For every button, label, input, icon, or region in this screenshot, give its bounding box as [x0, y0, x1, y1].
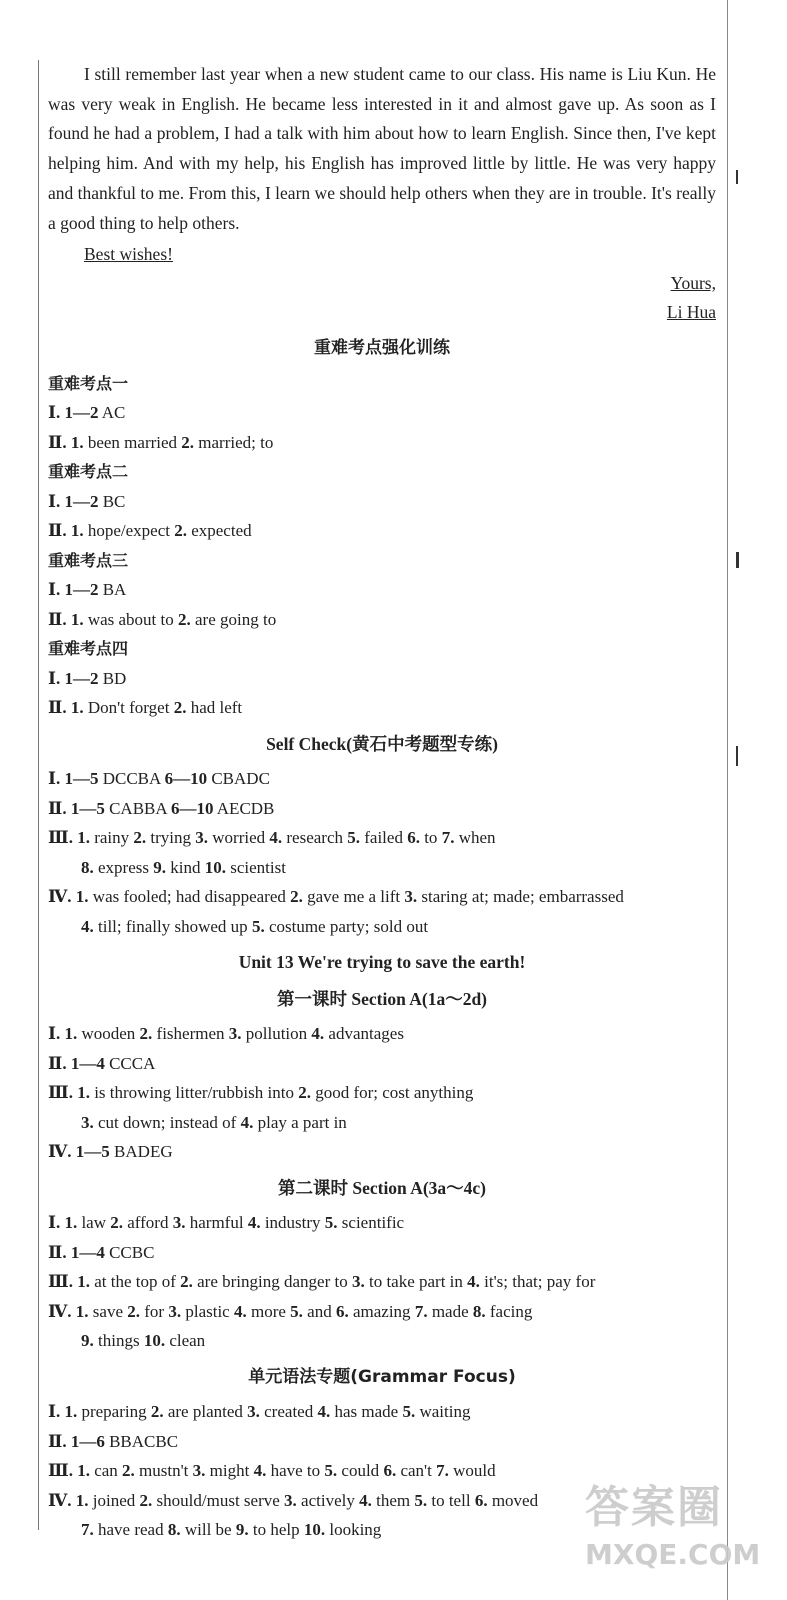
answer-line: Ⅳ. 1. save 2. for 3. plastic 4. more 5. and 6. amazing 7. made 8. facing: [48, 1301, 533, 1321]
answer-line: Ⅳ. 1. joined 2. should/must serve 3. actively 4. them 5. to tell 6. moved: [48, 1490, 539, 1510]
item-number: 2.: [133, 828, 147, 848]
item-answer: scientist: [225, 857, 286, 877]
item-number: 4.: [240, 1112, 254, 1132]
answer-line: Ⅰ. 1—2 BA: [48, 580, 127, 600]
watermark-url: MXQE.COM: [585, 1538, 761, 1571]
item-number: 6.: [335, 1301, 349, 1321]
section-title: 重难考点强化训练: [314, 338, 450, 359]
answer-line: [48, 1108, 716, 1138]
item-answer: could: [337, 1461, 384, 1481]
item-number: 1.: [77, 828, 90, 848]
item-number: 7.: [436, 1461, 449, 1481]
point-title: 重难考点二: [48, 462, 129, 482]
item-number: 3.: [195, 828, 208, 848]
item-number: 4.: [81, 916, 94, 936]
item-answer: waiting: [415, 1402, 471, 1422]
letter-sign-off: [48, 269, 716, 298]
item-number: 1.: [75, 1301, 89, 1321]
item-answer: good for; cost anything: [310, 1083, 474, 1103]
item-answer: clean: [165, 1331, 206, 1351]
item-answer: cut down; instead of: [93, 1112, 241, 1132]
item-number: 5.: [324, 1461, 338, 1481]
grammar-title: 单元语法专题(Grammar Focus): [248, 1366, 516, 1387]
item-answer: till; finally showed up: [93, 916, 252, 936]
item-number: 8.: [167, 1520, 181, 1540]
item-number: 9.: [235, 1520, 249, 1540]
answer-line: Ⅱ. 1. been married 2. married; to: [48, 432, 274, 452]
letter-paragraph: I still remember last year when a new student came to our class. His name is Liu Kun. He was very weak in English. He became less interested in it and almost gave up. As soon as I found he had a problem, I had a talk with him about how to learn English. Since then, I've kept helping him. And with my help, his English has improved little by little. He was very happy and thankful to me. From this, I learn we should help others when they are in trouble. It's really a good thing to help others.: [48, 64, 716, 233]
item-answer: can: [89, 1461, 123, 1481]
item-number: 1.: [77, 1461, 90, 1481]
item-answer: was fooled; had disappeared: [88, 887, 291, 907]
unit-title: Unit 13 We're trying to save the earth!: [238, 952, 526, 973]
item-answer: rainy: [89, 828, 134, 848]
item-number: 6.: [383, 1461, 397, 1481]
item-answer: gave me a lift: [302, 887, 405, 907]
answer-line: Ⅰ. 1. preparing 2. are planted 3. created 4. has made 5. waiting: [48, 1402, 471, 1422]
item-answer: for: [140, 1301, 169, 1321]
item-answer: is throwing litter/rubbish into: [89, 1083, 299, 1103]
answer-line: Ⅳ. 1. was fooled; had disappeared 2. gave me a lift 3. staring at; made; embarrassed: [48, 887, 624, 907]
answer-line: Ⅱ. 1—4 CCCA: [48, 1053, 156, 1073]
letter-signature: [48, 298, 716, 327]
item-number: 10.: [303, 1520, 326, 1540]
watermark-logo: 答案圈: [585, 1482, 723, 1533]
item-number: 4.: [467, 1272, 480, 1292]
item-number: 2.: [110, 1213, 123, 1233]
point-title: 重难考点一: [48, 373, 129, 393]
answer-line: Ⅱ. 1—6 BBACBC: [48, 1431, 179, 1451]
watermark: [585, 1478, 775, 1588]
item-number: 3.: [284, 1490, 297, 1510]
item-number: 6.: [407, 828, 420, 848]
item-answer: looking: [325, 1520, 382, 1540]
item-answer: to help: [248, 1520, 304, 1540]
item-answer: created: [259, 1402, 318, 1422]
item-answer: amazing: [348, 1301, 415, 1321]
answer-line: Ⅱ. 1—4 CCBC: [48, 1242, 155, 1262]
item-answer: afford: [123, 1213, 173, 1233]
point-title: 重难考点四: [48, 639, 129, 659]
item-number: 5.: [347, 828, 360, 848]
item-answer: might: [205, 1461, 254, 1481]
item-answer: are planted: [163, 1402, 248, 1422]
item-number: 2.: [127, 1301, 141, 1321]
item-number: 3.: [247, 1402, 260, 1422]
item-number: 8.: [472, 1301, 486, 1321]
answer-line: Ⅲ. 1. can 2. mustn't 3. might 4. have to 5. could 6. can't 7. would: [48, 1461, 496, 1481]
item-answer: are bringing danger to: [192, 1272, 352, 1292]
answer-line: Ⅱ. 1. hope/expect 2. expected: [48, 521, 252, 541]
answer-page: [48, 60, 716, 1545]
item-number: 4.: [311, 1024, 325, 1044]
item-answer: has made: [330, 1402, 403, 1422]
sign-off-text: Yours,: [670, 273, 716, 294]
item-number: 1.: [77, 1083, 90, 1103]
lesson-title: 第一课时 Section A(1a～2d): [277, 988, 487, 1009]
answer-line: Ⅰ. 1—2 AC: [48, 403, 126, 423]
answer-line: [48, 912, 716, 942]
item-answer: can't: [396, 1461, 437, 1481]
item-answer: moved: [487, 1490, 539, 1510]
item-number: 3.: [404, 887, 418, 907]
answer-line: Ⅱ. 1. Don't forget 2. had left: [48, 698, 243, 718]
item-answer: preparing: [77, 1402, 151, 1422]
item-number: 3.: [192, 1461, 206, 1481]
item-answer: and: [302, 1301, 336, 1321]
item-number: 3.: [172, 1213, 186, 1233]
answer-line: [48, 1326, 716, 1356]
item-number: 3.: [81, 1112, 94, 1132]
scan-mark: [736, 746, 738, 766]
item-number: 7.: [81, 1520, 94, 1540]
answer-line: Ⅰ. 1—2 BC: [48, 491, 126, 511]
item-number: 5.: [324, 1213, 338, 1233]
item-answer: have read: [93, 1520, 168, 1540]
item-answer: worried: [208, 828, 270, 848]
item-number: 7.: [414, 1301, 428, 1321]
item-answer: wooden: [77, 1024, 140, 1044]
item-answer: at the top of: [89, 1272, 181, 1292]
item-number: 1.: [64, 1213, 78, 1233]
item-number: 4.: [317, 1402, 331, 1422]
item-answer: things: [93, 1331, 144, 1351]
scan-mark: [736, 552, 739, 568]
item-answer: save: [88, 1301, 128, 1321]
answer-line: [48, 853, 716, 883]
answer-line: Ⅳ. 1—5 BADEG: [48, 1142, 173, 1162]
item-number: 5.: [402, 1402, 416, 1422]
item-number: 4.: [233, 1301, 247, 1321]
answer-line: Ⅰ. 1—2 BD: [48, 668, 127, 688]
item-number: 4.: [253, 1461, 267, 1481]
lesson-title: 第二课时 Section A(3a～4c): [277, 1177, 487, 1198]
item-number: 2.: [139, 1024, 153, 1044]
item-answer: actively: [296, 1490, 360, 1510]
item-number: 1.: [64, 1402, 78, 1422]
item-number: 6.: [474, 1490, 488, 1510]
item-answer: plastic: [181, 1301, 234, 1321]
item-number: 5.: [251, 916, 265, 936]
item-number: 5.: [414, 1490, 428, 1510]
signature-text: Li Hua: [666, 302, 716, 323]
item-answer: them: [371, 1490, 415, 1510]
item-answer: will be: [180, 1520, 236, 1540]
item-answer: staring at; made; embarrassed: [417, 887, 624, 907]
item-answer: harmful: [185, 1213, 248, 1233]
item-answer: advantages: [324, 1024, 404, 1044]
item-answer: to take part in: [364, 1272, 468, 1292]
item-answer: failed: [360, 828, 408, 848]
item-answer: pollution: [241, 1024, 312, 1044]
item-answer: mustn't: [134, 1461, 193, 1481]
item-number: 4.: [247, 1213, 261, 1233]
item-answer: scientific: [337, 1213, 405, 1233]
item-answer: industry: [260, 1213, 325, 1233]
item-answer: facing: [485, 1301, 533, 1321]
answer-line: Ⅰ. 1. law 2. afford 3. harmful 4. industry 5. scientific: [48, 1213, 405, 1233]
item-answer: it's; that; pay for: [479, 1272, 596, 1292]
item-number: 2.: [122, 1461, 135, 1481]
item-number: 2.: [298, 1083, 311, 1103]
item-answer: to tell: [427, 1490, 475, 1510]
scan-mark: [736, 170, 738, 184]
item-answer: play a part in: [253, 1112, 347, 1132]
item-number: 4.: [359, 1490, 372, 1510]
answer-line: Ⅲ. 1. rainy 2. trying 3. worried 4. research 5. failed 6. to 7. when: [48, 828, 496, 848]
item-answer: joined: [88, 1490, 140, 1510]
item-number: 5.: [290, 1301, 303, 1321]
left-margin-rule: [38, 60, 39, 1530]
self-check-title: Self Check(黄石中考题型专练): [266, 733, 498, 754]
item-number: 1.: [75, 887, 89, 907]
item-number: 10.: [143, 1331, 166, 1351]
item-number: 1.: [75, 1490, 89, 1510]
letter-body: [48, 60, 716, 238]
item-answer: trying: [146, 828, 196, 848]
point-title: 重难考点三: [48, 550, 129, 570]
answer-line: Ⅱ. 1—5 CABBA 6—10 AECDB: [48, 798, 275, 818]
item-answer: kind: [165, 857, 205, 877]
item-answer: costume party; sold out: [264, 916, 429, 936]
item-answer: research: [282, 828, 348, 848]
item-answer: made: [427, 1301, 473, 1321]
answer-line: Ⅲ. 1. at the top of 2. are bringing danger to 3. to take part in 4. it's; that; pay for: [48, 1272, 596, 1292]
item-number: 2.: [150, 1402, 164, 1422]
item-number: 2.: [180, 1272, 193, 1292]
answer-line: Ⅲ. 1. is throwing litter/rubbish into 2. good for; cost anything: [48, 1083, 474, 1103]
item-number: 9.: [81, 1331, 94, 1351]
item-number: 1.: [77, 1272, 90, 1292]
item-number: 3.: [351, 1272, 365, 1292]
answer-line: Ⅰ. 1—5 DCCBA 6—10 CBADC: [48, 769, 270, 789]
item-answer: when: [454, 828, 496, 848]
item-answer: express: [93, 857, 154, 877]
item-number: 2.: [290, 887, 303, 907]
item-answer: law: [77, 1213, 111, 1233]
item-number: 4.: [269, 828, 283, 848]
item-answer: fishermen: [152, 1024, 229, 1044]
item-answer: more: [246, 1301, 291, 1321]
item-answer: would: [448, 1461, 496, 1481]
item-number: 2.: [139, 1490, 153, 1510]
item-number: 10.: [204, 857, 226, 877]
item-answer: have to: [266, 1461, 325, 1481]
item-number: 9.: [153, 857, 166, 877]
letter-closing: Best wishes!: [84, 244, 173, 265]
right-margin-rule: [727, 0, 728, 1600]
item-number: 3.: [168, 1301, 182, 1321]
item-answer: should/must serve: [152, 1490, 285, 1510]
answer-line: Ⅱ. 1. was about to 2. are going to: [48, 609, 277, 629]
item-number: 1.: [64, 1024, 78, 1044]
item-number: 3.: [228, 1024, 242, 1044]
item-number: 7.: [441, 828, 455, 848]
answer-line: Ⅰ. 1. wooden 2. fishermen 3. pollution 4. advantages: [48, 1024, 404, 1044]
item-answer: to: [419, 828, 442, 848]
item-number: 8.: [81, 857, 94, 877]
